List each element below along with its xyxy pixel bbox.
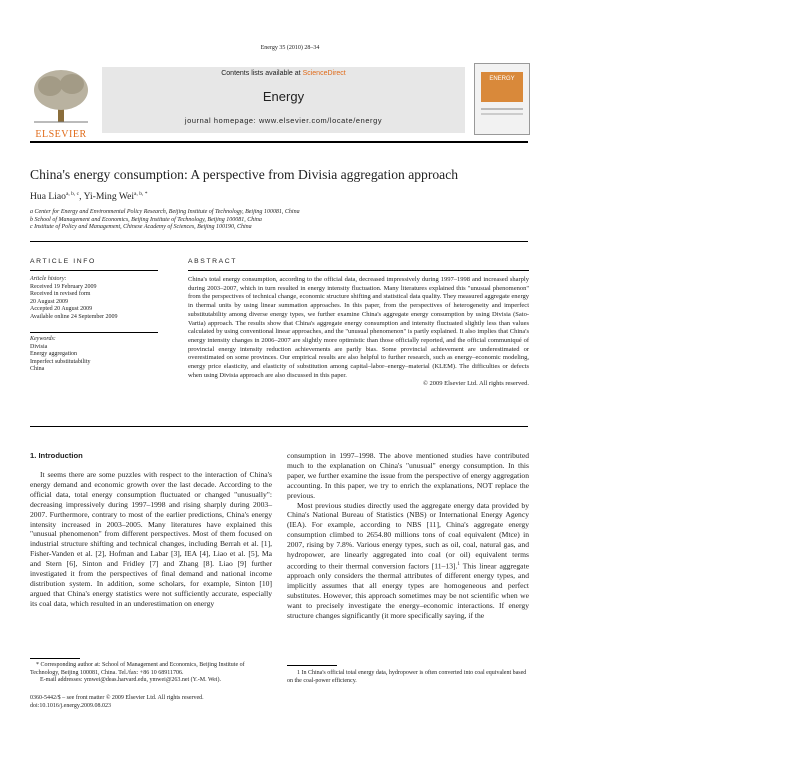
affiliation: b School of Management and Economics, Beijing Institute of Technology, Beijing 100081, China — [30, 216, 262, 223]
author-affiliation-marker: a, b, * — [134, 191, 148, 197]
history-label: Article history: — [30, 276, 67, 282]
abstract-text: China's total energy consumption, according to the official data, decreased impressively during 1997–1998 and increased sharply during 2003–2007, which in turn resulted in energy intensity fluctuation. Many literatures explained this "unusual phenomenon" from the perspectives of technical change, economic structure shifting and statistical data quality. They measured aggregate energy in thermal units by using linear summation approaches. In this paper, from the perspectives of heterogeneity and imperfect substitutability among diverse energy types, we further examine China's aggregate energy consumption by using Divisia (Sato-Vartia) approach. The results show that China's aggregate energy consumption and intensity fluctuated slightly less than values calculated by using conventional linear approaches, and the "unusual phenomenon" is partly explained. It also implies that China's energy intensity changes in 2006–2007 are slightly more optimistic than those officially reported, and the official communiqué of provincial energy intensity reduction achievements are partly bias. Some provincial achievement are underestimated or overestimated on some provinces. Our empirical results are also helpful to further research, such as energy–economic modeling, energy price elasticity, and elasticity of substitution among capital–labor–energy–material (KLEM). The difficulties or defects when using Divisia approach are also discussed in this paper. — [188, 276, 529, 379]
contents-prefix: Contents lists available at — [221, 70, 303, 77]
tree-logo-icon — [30, 68, 92, 124]
journal-reference: Energy 35 (2010) 28–34 — [260, 45, 320, 51]
copyright-footer — [30, 695, 204, 710]
paragraph: consumption in 1997–1998. The above mentioned studies have contributed much to the explanation on China's "unusual" energy consumption. In this paper, we further examine the issue from the perspective of energy aggregation accounting. In this paper, we try to enrich the explanations, NOT replace the previous. — [287, 451, 529, 500]
footnote-marker[interactable]: 1 — [457, 561, 460, 567]
journal-header — [102, 67, 465, 133]
article-title: China's energy consumption: A perspective from Divisia aggregation approach — [30, 167, 459, 182]
affiliations — [30, 209, 530, 232]
history-item: Available online 24 September 2009 — [30, 313, 118, 320]
history-item: Received 19 February 2009 — [30, 283, 97, 290]
abstract-copyright: © 2009 Elsevier Ltd. All rights reserved. — [422, 380, 529, 388]
history-item: 20 August 2009 — [30, 298, 69, 305]
sciencedirect-link[interactable]: ScienceDirect — [302, 70, 346, 77]
article-history — [30, 276, 180, 321]
corresponding-footnote — [30, 662, 272, 685]
corresponding-author: * Corresponding author at: School of Management and Economics, Beijing Institute of Technology, Beijing 100081, China. Tel./fax: +86 10 68911706. — [30, 662, 245, 676]
affiliation: c Institute of Policy and Management, Chinese Academy of Sciences, Beijing 100190, China — [30, 224, 252, 230]
cover-line — [481, 108, 523, 110]
intro-column-2 — [287, 451, 529, 621]
author-affiliation-marker: a, b, c — [65, 191, 80, 197]
footnote-rule — [287, 665, 337, 666]
abstract-heading: ABSTRACT — [188, 258, 238, 265]
keyword: Imperfect substitutability — [30, 358, 91, 365]
keywords-rule — [30, 332, 158, 333]
history-item: Accepted 20 August 2009 — [30, 306, 93, 312]
email-addresses: E-mail addresses: ymwei@deas.harvard.edu, ymwei@263.net (Y.-M. Wei). — [40, 677, 221, 683]
paragraph — [287, 501, 529, 621]
abstract-bottom-rule — [30, 426, 528, 427]
keywords — [30, 336, 180, 374]
elsevier-logo — [30, 68, 92, 140]
cover-title: ENERGY — [489, 76, 515, 82]
abstract-rule — [188, 270, 529, 271]
homepage-link[interactable]: www.elsevier.com/locate/energy — [258, 116, 383, 125]
doi-link[interactable]: doi:10.1016/j.energy.2009.08.023 — [30, 702, 111, 709]
header-rule — [30, 141, 528, 143]
author-name: Hua Liao — [30, 191, 66, 203]
history-item: Received in revised form — [30, 291, 91, 297]
section-heading: 1. Introduction — [30, 451, 83, 460]
paragraph-text: Most previous studies directly used the aggregate energy data provided by China's National Bureau of Statistics (NBS) or International Energy Agency (IEA). For example, according to NBS [11], China's aggregate energy consumption climbed to 2654.80 millions tons of coal equivalent (Mtce) in 2007, rising by 7.8%. Various energy types, such as oil, coal, natural gas, and hydropower, are linearly aggregated into coal (or oil) equivalent terms according to their thermal conversion factors [11–13]. — [287, 500, 529, 571]
article-info-heading: ARTICLE INFO — [30, 258, 96, 265]
author-list: Hua Liao$^{a, b, c}$, Yi-Ming Wei$^{a, b, *}$ — [30, 191, 148, 203]
intro-column-1: It seems there are some puzzles with respect to the interaction of China's energy demand and economic growth over the last decade. According to the official data, total energy consumption fluctuated or changed "unusually": decreasing impressively during 1997–1998 and rising sharply during 2003–2007. Furthermore, contrary to most of the earlier predictions, China's energy intensity increased in 2003–2005. Many literatures have explained this "unusual phenomenon" from different perspectives. Most of them focused on industrial structure shifting and technical changes, including Berrah et al. [1], Fisher-Vanden et al. [2], Hofman and Labar [3], IEA [4], Liao et al. [5], Ma and Stern [6], Sinton and Fridley [7] and Zhang [8]. Liao [9] further investigated it from the perspectives of final demand and national income distribution system. In addition, some scholars, for example, Sinton [10] argued that China's energy statistics were not sufficiently accurate, especially its coal data, which resulted in an underestimation on energy — [30, 470, 272, 608]
contents-line — [102, 70, 465, 77]
keyword: Energy aggregation — [30, 351, 78, 357]
footnote-rule — [30, 658, 80, 659]
affiliation: a Center for Energy and Environmental Policy Research, Beijing Institute of Technology, Beijing 100081, China — [30, 209, 300, 215]
keyword: China — [30, 366, 45, 372]
footnote-1: 1 In China's official total energy data, hydropower is often converted into coal equivalent based on the coal-power efficiency. — [287, 670, 527, 684]
journal-cover-image — [474, 63, 530, 135]
issn-line: 0360-5442/$ – see front matter © 2009 Elsevier Ltd. All rights reserved. — [30, 695, 204, 701]
author-name: Yi-Ming Wei — [83, 191, 135, 203]
homepage-prefix: journal homepage: — [184, 116, 259, 125]
journal-name: Energy — [262, 89, 305, 104]
cover-line — [481, 113, 523, 115]
paragraph-text: This linear aggregate approach only considers the thermal attributes of different energy types, and implicitly assumes that all energy types are homogeneous and perfect substitutes. However, this approach sometimes may be not scientific when we want to precisely investigate the energy–economic interactions. If energy structure changes significantly (it more specifically saying, if the — [287, 561, 529, 621]
article-info-rule — [30, 270, 158, 271]
abstract-body — [188, 276, 529, 389]
keywords-label: Keywords: — [30, 336, 56, 342]
homepage-line — [102, 116, 465, 125]
publisher-name: ELSEVIER — [35, 129, 87, 140]
section-rule — [30, 241, 528, 242]
keyword: Divisia — [30, 343, 48, 350]
